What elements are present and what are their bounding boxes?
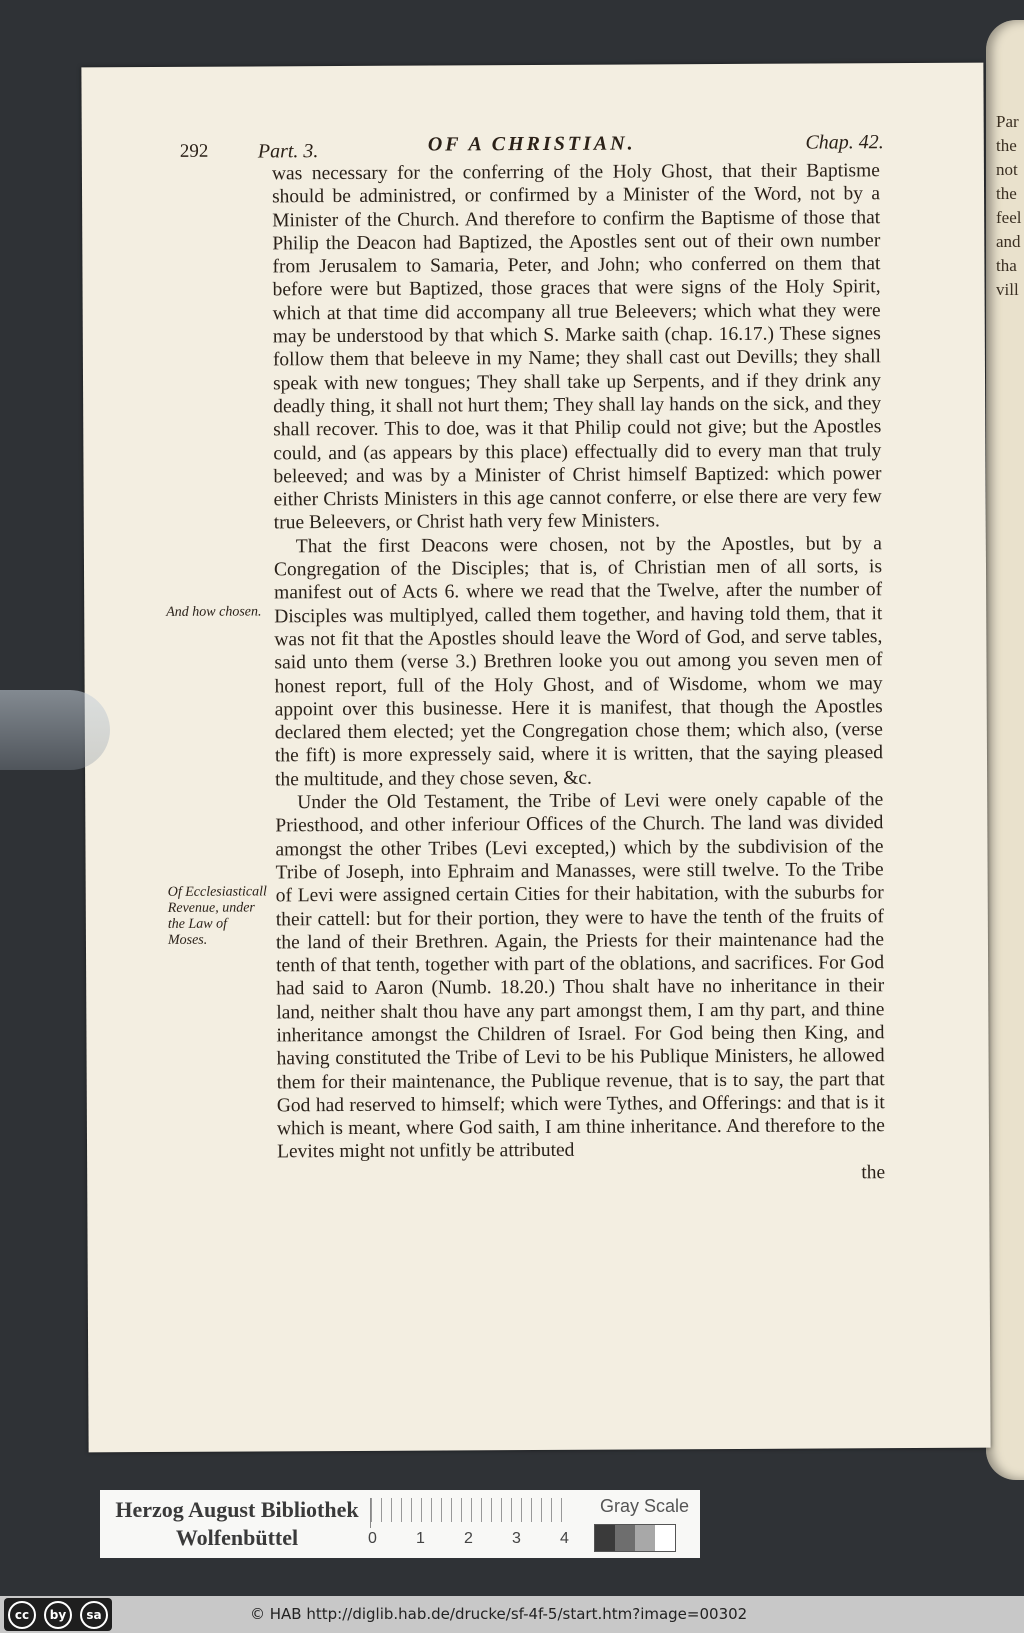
library-name-line: Herzog August Bibliothek	[115, 1497, 359, 1522]
swatch	[595, 1525, 615, 1551]
paragraph: Under the Old Testament, the Tribe of Levi were onely capable of the Priesthood, and other inferiour Offices of the Church. The land was divided amongst the other Tribes (Levi excepted,) which by the subdivision of the Tribe of Joseph, into Ephraim and Manasses, were still twelve. To the Tribe of Levi were assigned certain Cities for their habitation, with the suburbs for their cattell: but for their portion, they were to have the tenth of the fruits of the land of their Brethren. Again, the Priests for their maintenance had the tenth of that tenth, together with part of the oblations, and sacrifices. For God had said to Aaron (Numb. 18.20.) Thou shalt have no inheritance in their land, neither shalt thou have any part amongst them, I am thy part, and thine inheritance amongst the Children of Israel. For God being then King, and having constituted the Tribe of Levi to be his Publique Ministers, he allowed them for their maintenance, the Publique revenue, that is to say, the part that God had reserved to himself; which were Tythes, and Offerings: and that is it which is meant, where God saith, I am thine inheritance. And therefore to the Levites might not unfitly be attributed	[275, 789, 885, 1163]
running-head	[179, 131, 884, 163]
page-title: OF A CHRISTIAN.	[427, 132, 636, 156]
page-clip	[0, 690, 110, 770]
scale-ruler	[370, 1498, 571, 1528]
gray-scale-label: Gray Scale	[600, 1496, 690, 1516]
body-text	[272, 159, 885, 1187]
facing-page-text: Par the not the feel and tha vill	[996, 112, 1022, 299]
library-label	[100, 1490, 700, 1558]
swatch	[615, 1525, 635, 1551]
cc-license-badge[interactable]	[4, 1598, 112, 1631]
part-label: Part. 3.	[257, 140, 319, 163]
paragraph: was necessary for the conferring of the Holy Ghost, that their Baptisme should be administred, or confirmed by a Minister of the Word, not by a Minister of the Church. And therefore to confirm the Baptisme of those that Philip the Deacon had Baptized, the Apostles sent out of their own number from Jerusalem to Samaria, Peter, and John; who conferred on them that before were but Baptized, those graces that were signs of the Holy Spirit, which at that time did accompany all true Beleevers; which what they were may be understood by that which S. Marke saith (chap. 16.17.) These signes follow them that beleeve in my Name; they shall cast out Devills; they shall speak with new tongues; They shall take up Serpents, and if they drink any deadly thing, it shall not hurt them; They shall lay hands on the sick, and they shall recover. This to doe, was it that Philip could not give; but the Apostles could, and (as appears by this place) effectually did to every man that truly beleeved; and was by a Minister of Christ himself Baptized: which power either Christs Ministers in this age cannot conferre, or else there are very few true Beleevers, or Christ hath very few Ministers.	[271, 160, 882, 534]
ruler-tick-label: 3	[512, 1530, 521, 1547]
facing-page-edge	[986, 20, 1024, 1480]
gray-scale-swatches	[594, 1524, 676, 1552]
swatch	[655, 1525, 675, 1551]
catchword: the	[861, 1161, 886, 1184]
margin-note: And how chosen.	[166, 604, 262, 620]
cc-icon: cc	[8, 1601, 36, 1629]
ruler-labels	[368, 1530, 588, 1550]
by-icon: by	[44, 1601, 72, 1629]
margin-note: Of Ecclesiasticall Revenue, under the Law of Moses.	[167, 884, 267, 948]
chapter-label: Chap. 42.	[805, 131, 884, 154]
paragraph: That the first Deacons were chosen, not by the Apostles, but by a Congregation of the Disciples; that is, of Christian men of all sorts, is manifest out of Acts 6. where we read that the Twelve, after the number of Disciples was multiplyed, called them together, and having told them, that it was not fit that the Apostles should leave the Word of God, and serve tables, said unto them (verse 3.) Brethren looke you out among you seven men of honest report, full of the Holy Ghost, and of Wisdome, whom we may appoint over this businesse. Here it is manifest, that though the Apostles declared them elected; yet the Congregation chose them; which also, (verse the fift) is more expressely said, where it is written, that the saying pleased the multitude, and they chose seven, &c.	[273, 532, 884, 791]
library-name	[112, 1496, 362, 1552]
sa-icon: sa	[80, 1601, 108, 1629]
footer-bar	[0, 1596, 1024, 1633]
ruler-tick-label: 4	[560, 1530, 569, 1547]
page-number: 292	[179, 140, 209, 162]
source-url[interactable]: © HAB http://diglib.hab.de/drucke/sf-4f-5/start.htm?image=00302	[250, 1605, 748, 1623]
ruler-tick-label: 2	[464, 1530, 473, 1547]
book-page	[81, 63, 990, 1453]
ruler-tick-label: 0	[368, 1530, 377, 1547]
library-name-line: Wolfenbüttel	[175, 1525, 299, 1550]
swatch	[635, 1525, 655, 1551]
ruler-tick-label: 1	[416, 1530, 425, 1547]
